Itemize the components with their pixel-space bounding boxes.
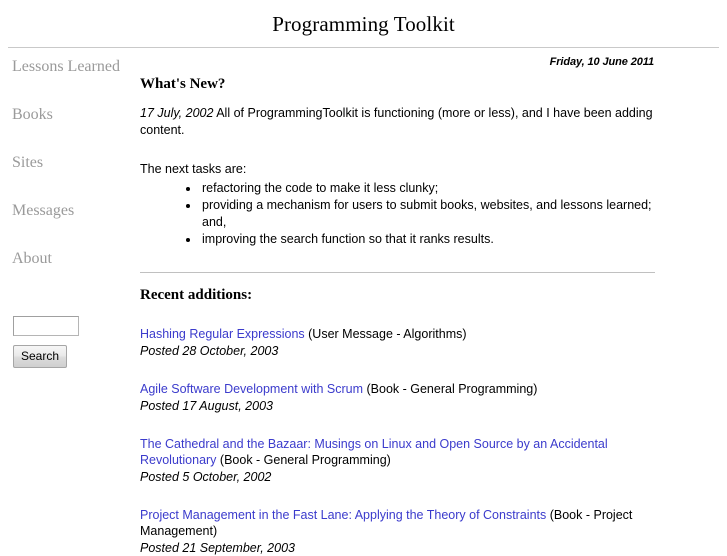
recent-entry-link[interactable]: The Cathedral and the Bazaar: Musings on Linux and Open Source by an Accidental Revolutionary bbox=[140, 437, 608, 467]
recent-entry bbox=[140, 326, 655, 359]
whats-new-heading: What's New? bbox=[140, 76, 226, 92]
recent-entry-link[interactable]: Agile Software Development with Scrum bbox=[140, 382, 364, 396]
task-item: • refactoring the code to make it less clunky; bbox=[200, 180, 655, 197]
main-layout bbox=[0, 48, 727, 556]
task-item: • providing a mechanism for users to submit books, websites, and lessons learned; and, bbox=[200, 197, 655, 231]
recent-entry-link[interactable]: Project Management in the Fast Lane: Applying the Theory of Constraints bbox=[140, 508, 547, 522]
sidebar bbox=[0, 48, 136, 368]
search-input[interactable] bbox=[13, 316, 79, 336]
content-divider bbox=[140, 272, 655, 273]
recent-additions-heading: Recent additions: bbox=[140, 287, 253, 303]
task-item: • improving the search function so that it ranks results. bbox=[200, 231, 655, 248]
page-title: Programming Toolkit bbox=[272, 12, 455, 36]
recent-entry-kind: (Book - Project Management) bbox=[140, 508, 633, 538]
recent-entry bbox=[140, 381, 655, 414]
recent-entry-kind: (Book - General Programming) bbox=[216, 453, 391, 467]
sidebar-item-books[interactable]: Books bbox=[12, 106, 53, 123]
search-area bbox=[0, 316, 136, 368]
sidebar-item-lessons-learned[interactable]: Lessons Learned bbox=[12, 58, 120, 75]
recent-entry bbox=[140, 507, 655, 556]
sidebar-item-sites[interactable]: Sites bbox=[12, 154, 44, 171]
recent-entry-posted: Posted 17 August, 2003 bbox=[140, 399, 273, 413]
whats-new-date: 17 July, 2002 bbox=[140, 106, 214, 120]
sidebar-item-messages[interactable]: Messages bbox=[12, 202, 75, 219]
tasks-lead: The next tasks are: bbox=[140, 162, 247, 176]
recent-entry-kind: (Book - General Programming) bbox=[363, 382, 538, 396]
sidebar-item-about[interactable]: About bbox=[12, 250, 52, 267]
whats-new-text: All of ProgrammingToolkit is functioning (more or less), and I have been adding content. bbox=[140, 106, 653, 137]
recent-entry-posted: Posted 28 October, 2003 bbox=[140, 344, 279, 358]
recent-entry-posted: Posted 21 September, 2003 bbox=[140, 541, 295, 555]
recent-entry-kind: (User Message - Algorithms) bbox=[304, 327, 467, 341]
recent-entry bbox=[140, 436, 655, 485]
recent-entry-link[interactable]: Hashing Regular Expressions bbox=[140, 327, 305, 341]
recent-entry-posted: Posted 5 October, 2002 bbox=[140, 470, 272, 484]
search-button[interactable]: Search bbox=[13, 345, 67, 368]
whats-new-paragraph bbox=[140, 105, 655, 139]
task-list bbox=[140, 180, 655, 248]
content-column bbox=[136, 48, 727, 556]
current-date: Friday, 10 June 2011 bbox=[549, 56, 654, 68]
